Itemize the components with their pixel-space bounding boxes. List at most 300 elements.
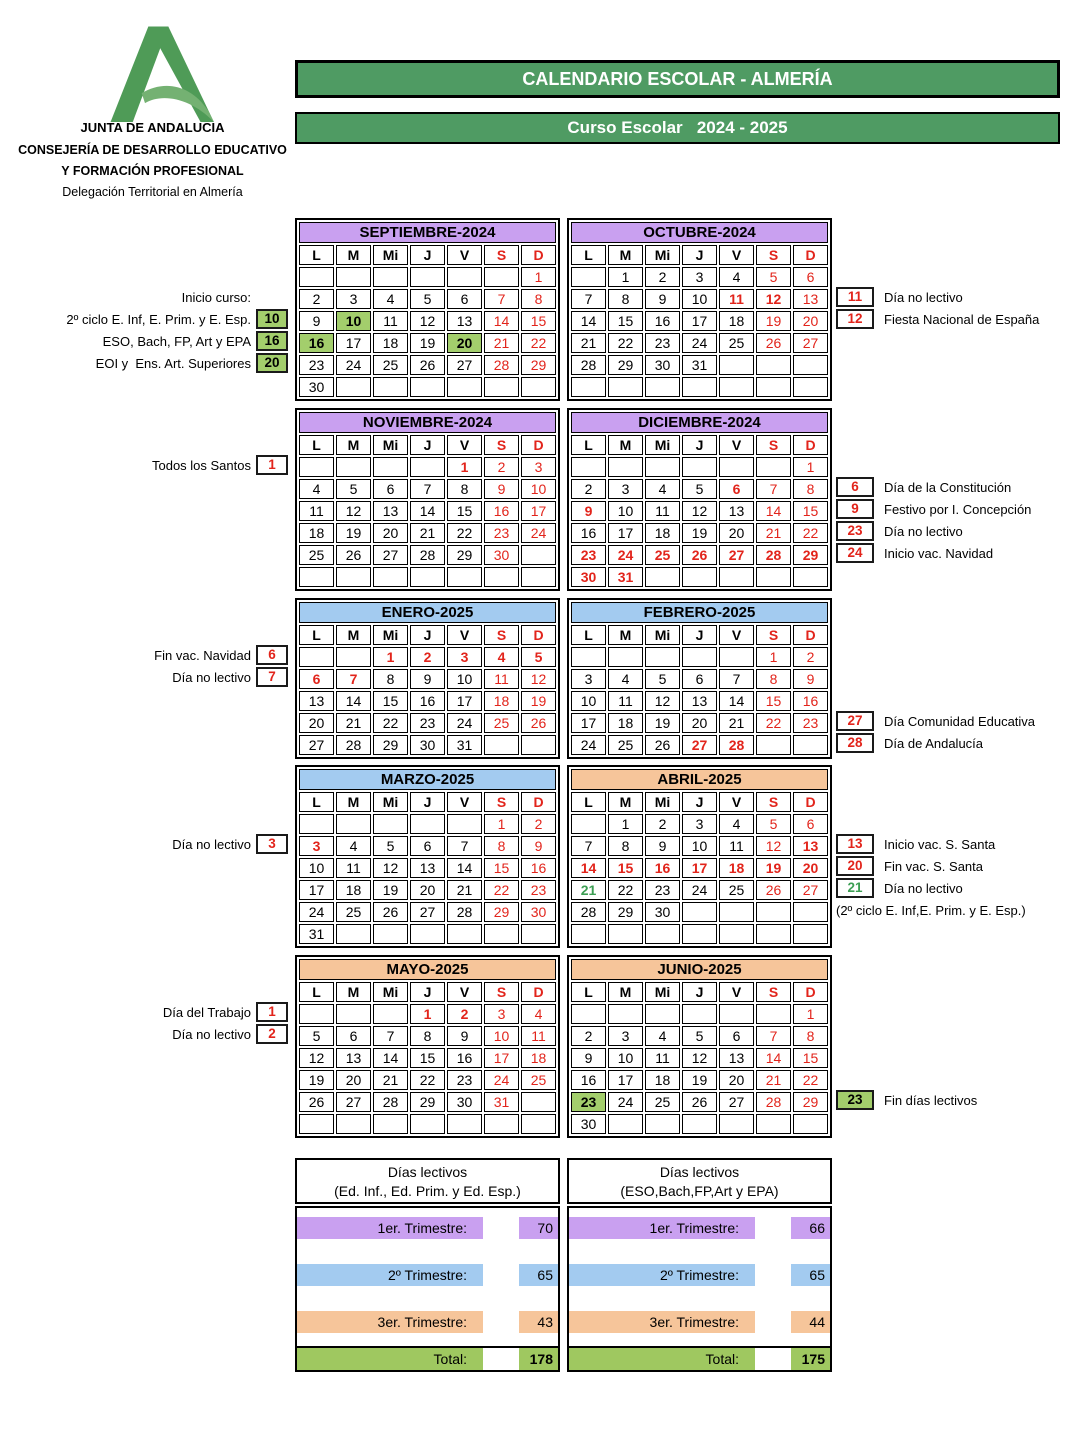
annotation-label: (2º ciclo E. Inf,E. Prim. y E. Esp.) bbox=[836, 902, 1026, 918]
day-cell: 22 bbox=[484, 880, 519, 900]
day-cell: 22 bbox=[608, 880, 643, 900]
day-cell: 14 bbox=[484, 311, 519, 331]
day-cell bbox=[682, 924, 717, 944]
day-cell: 24 bbox=[682, 333, 717, 353]
month-febrero-2025 bbox=[567, 598, 832, 759]
weekday-cell: S bbox=[484, 625, 519, 645]
month-octubre-2024 bbox=[567, 218, 832, 401]
day-cell bbox=[336, 267, 371, 287]
day-cell: 16 bbox=[484, 501, 519, 521]
day-cell: 30 bbox=[447, 1092, 482, 1112]
day-cell: 12 bbox=[756, 289, 791, 309]
day-cell bbox=[373, 457, 408, 477]
summary-header bbox=[295, 1158, 560, 1204]
day-cell bbox=[645, 1004, 680, 1024]
day-cell: 31 bbox=[299, 924, 334, 944]
day-cell: 5 bbox=[756, 267, 791, 287]
day-cell: 25 bbox=[608, 735, 643, 755]
weekday-cell: J bbox=[410, 625, 445, 645]
day-cell: 21 bbox=[756, 1070, 791, 1090]
day-cell: 17 bbox=[447, 691, 482, 711]
day-cell: 2 bbox=[299, 289, 334, 309]
left-annotation bbox=[0, 353, 288, 373]
day-cell: 23 bbox=[645, 880, 680, 900]
day-cell: 4 bbox=[719, 814, 754, 834]
day-cell: 13 bbox=[793, 836, 828, 856]
day-cell: 12 bbox=[682, 501, 717, 521]
day-cell: 17 bbox=[608, 1070, 643, 1090]
summary-row-label: 3er. Trimestre: bbox=[297, 1311, 483, 1333]
weekday-cell: J bbox=[410, 245, 445, 265]
day-cell bbox=[793, 567, 828, 587]
day-cell: 7 bbox=[373, 1026, 408, 1046]
weekday-cell: M bbox=[608, 435, 643, 455]
school-year-subtitle: Curso Escolar 2024 - 2025 bbox=[295, 112, 1060, 144]
annotation-label: Día no lectivo bbox=[884, 880, 963, 896]
day-cell: 16 bbox=[571, 1070, 606, 1090]
weekday-cell: L bbox=[299, 792, 334, 812]
right-annotation bbox=[836, 1090, 977, 1110]
day-cell bbox=[336, 814, 371, 834]
day-cell: 11 bbox=[484, 669, 519, 689]
annotation-label: Día no lectivo bbox=[884, 289, 963, 305]
day-cell bbox=[373, 1004, 408, 1024]
day-cell bbox=[447, 814, 482, 834]
right-annotation bbox=[836, 309, 1039, 329]
weekday-cell: S bbox=[484, 245, 519, 265]
weekday-cell: S bbox=[756, 435, 791, 455]
day-cell bbox=[608, 457, 643, 477]
day-cell: 7 bbox=[756, 1026, 791, 1046]
right-annotation bbox=[836, 521, 963, 541]
day-cell bbox=[756, 902, 791, 922]
day-cell bbox=[682, 567, 717, 587]
day-cell: 27 bbox=[299, 735, 334, 755]
day-cell: 26 bbox=[521, 713, 556, 733]
day-cell: 8 bbox=[521, 289, 556, 309]
day-cell: 18 bbox=[645, 523, 680, 543]
day-cell: 28 bbox=[336, 735, 371, 755]
day-cell: 23 bbox=[521, 880, 556, 900]
day-cell: 21 bbox=[336, 713, 371, 733]
day-cell: 20 bbox=[682, 713, 717, 733]
day-cell: 1 bbox=[608, 814, 643, 834]
day-cell bbox=[336, 567, 371, 587]
day-cell: 10 bbox=[447, 669, 482, 689]
weekday-cell: D bbox=[521, 792, 556, 812]
weekday-cell: V bbox=[447, 245, 482, 265]
summary-title: Días lectivos bbox=[387, 1164, 468, 1180]
day-cell: 30 bbox=[299, 377, 334, 397]
day-cell: 20 bbox=[299, 713, 334, 733]
annotation-day-box: 11 bbox=[836, 287, 874, 307]
day-cell bbox=[571, 647, 606, 667]
day-cell: 13 bbox=[719, 1048, 754, 1068]
left-annotation bbox=[0, 309, 288, 329]
day-cell: 15 bbox=[608, 311, 643, 331]
day-cell: 9 bbox=[447, 1026, 482, 1046]
day-cell: 16 bbox=[447, 1048, 482, 1068]
day-cell bbox=[410, 457, 445, 477]
day-cell: 24 bbox=[608, 1092, 643, 1112]
day-cell bbox=[299, 457, 334, 477]
day-cell: 12 bbox=[756, 836, 791, 856]
day-cell: 3 bbox=[608, 479, 643, 499]
day-cell: 3 bbox=[571, 669, 606, 689]
month-grid bbox=[571, 625, 828, 755]
day-cell bbox=[447, 1114, 482, 1134]
day-cell bbox=[410, 1114, 445, 1134]
day-cell: 30 bbox=[410, 735, 445, 755]
summary-row-value: 43 bbox=[519, 1311, 558, 1333]
weekday-cell: L bbox=[571, 982, 606, 1002]
day-cell: 3 bbox=[682, 267, 717, 287]
day-cell: 30 bbox=[645, 355, 680, 375]
day-cell: 14 bbox=[756, 501, 791, 521]
weekday-cell: L bbox=[571, 625, 606, 645]
day-cell bbox=[719, 567, 754, 587]
day-cell: 19 bbox=[521, 691, 556, 711]
day-cell: 18 bbox=[336, 880, 371, 900]
day-cell bbox=[682, 457, 717, 477]
day-cell: 4 bbox=[645, 479, 680, 499]
day-cell bbox=[793, 735, 828, 755]
month-septiembre-2024 bbox=[295, 218, 560, 401]
day-cell: 10 bbox=[608, 1048, 643, 1068]
day-cell: 3 bbox=[299, 836, 334, 856]
left-annotation bbox=[0, 331, 288, 351]
left-annotation bbox=[0, 1024, 288, 1044]
day-cell: 21 bbox=[410, 523, 445, 543]
day-cell: 17 bbox=[608, 523, 643, 543]
weekday-cell: V bbox=[719, 982, 754, 1002]
day-cell bbox=[719, 377, 754, 397]
day-cell: 15 bbox=[373, 691, 408, 711]
annotation-label: Fin vac. S. Santa bbox=[884, 858, 983, 874]
day-cell: 17 bbox=[299, 880, 334, 900]
day-cell: 27 bbox=[793, 333, 828, 353]
month-title: MAYO-2025 bbox=[299, 959, 556, 980]
summary-total-row bbox=[567, 1346, 832, 1372]
day-cell: 31 bbox=[447, 735, 482, 755]
weekday-cell: Mi bbox=[645, 792, 680, 812]
day-cell bbox=[645, 647, 680, 667]
day-cell: 14 bbox=[336, 691, 371, 711]
day-cell: 13 bbox=[410, 858, 445, 878]
day-cell: 20 bbox=[447, 333, 482, 353]
day-cell: 22 bbox=[793, 523, 828, 543]
day-cell: 19 bbox=[645, 713, 680, 733]
day-cell: 19 bbox=[299, 1070, 334, 1090]
summary-subtitle: (ESO,Bach,FP,Art y EPA) bbox=[620, 1183, 779, 1199]
day-cell bbox=[299, 267, 334, 287]
day-cell bbox=[719, 355, 754, 375]
weekday-cell: Mi bbox=[373, 435, 408, 455]
day-cell: 8 bbox=[447, 479, 482, 499]
annotation-day-box: 1 bbox=[256, 1002, 288, 1022]
annotation-label: Día no lectivo bbox=[172, 836, 251, 852]
day-cell: 4 bbox=[484, 647, 519, 667]
day-cell: 20 bbox=[410, 880, 445, 900]
day-cell: 28 bbox=[484, 355, 519, 375]
weekday-cell: Mi bbox=[373, 982, 408, 1002]
weekday-cell: J bbox=[410, 792, 445, 812]
left-annotation bbox=[0, 287, 288, 307]
day-cell bbox=[299, 814, 334, 834]
month-grid bbox=[299, 792, 556, 944]
day-cell: 29 bbox=[484, 902, 519, 922]
day-cell: 14 bbox=[756, 1048, 791, 1068]
day-cell: 12 bbox=[682, 1048, 717, 1068]
annotation-day-box: 9 bbox=[836, 499, 874, 519]
day-cell: 31 bbox=[608, 567, 643, 587]
day-cell bbox=[336, 1004, 371, 1024]
day-cell bbox=[756, 1114, 791, 1134]
day-cell bbox=[645, 924, 680, 944]
day-cell: 21 bbox=[447, 880, 482, 900]
weekday-cell: J bbox=[682, 625, 717, 645]
weekday-cell: Mi bbox=[373, 625, 408, 645]
day-cell: 5 bbox=[410, 289, 445, 309]
day-cell: 19 bbox=[410, 333, 445, 353]
day-cell: 28 bbox=[719, 735, 754, 755]
right-annotation bbox=[836, 878, 963, 898]
day-cell: 16 bbox=[410, 691, 445, 711]
day-cell: 4 bbox=[521, 1004, 556, 1024]
day-cell bbox=[484, 377, 519, 397]
annotation-label: EOI y Ens. Art. Superiores bbox=[95, 355, 251, 371]
day-cell: 26 bbox=[299, 1092, 334, 1112]
weekday-cell: L bbox=[571, 435, 606, 455]
weekday-cell: S bbox=[756, 982, 791, 1002]
day-cell: 5 bbox=[682, 479, 717, 499]
day-cell: 14 bbox=[571, 858, 606, 878]
day-cell bbox=[756, 377, 791, 397]
day-cell: 8 bbox=[410, 1026, 445, 1046]
day-cell bbox=[299, 1004, 334, 1024]
day-cell bbox=[793, 1114, 828, 1134]
day-cell bbox=[682, 647, 717, 667]
weekday-cell: D bbox=[521, 245, 556, 265]
day-cell bbox=[410, 567, 445, 587]
month-title: FEBRERO-2025 bbox=[571, 602, 828, 623]
day-cell: 28 bbox=[756, 1092, 791, 1112]
annotation-day-box: 27 bbox=[836, 711, 874, 731]
left-annotation bbox=[0, 455, 288, 475]
weekday-cell: L bbox=[299, 625, 334, 645]
day-cell bbox=[521, 545, 556, 565]
summary-row-label: 2º Trimestre: bbox=[297, 1264, 483, 1286]
weekday-cell: D bbox=[793, 982, 828, 1002]
day-cell: 20 bbox=[373, 523, 408, 543]
weekday-cell: M bbox=[608, 792, 643, 812]
annotation-day-box: 12 bbox=[836, 309, 874, 329]
day-cell: 9 bbox=[645, 289, 680, 309]
day-cell: 25 bbox=[645, 545, 680, 565]
day-cell: 16 bbox=[645, 858, 680, 878]
day-cell bbox=[682, 902, 717, 922]
day-cell: 29 bbox=[447, 545, 482, 565]
day-cell: 22 bbox=[756, 713, 791, 733]
day-cell bbox=[608, 647, 643, 667]
day-cell: 11 bbox=[608, 691, 643, 711]
day-cell: 21 bbox=[719, 713, 754, 733]
day-cell: 4 bbox=[608, 669, 643, 689]
day-cell bbox=[645, 457, 680, 477]
day-cell bbox=[410, 924, 445, 944]
weekday-cell: D bbox=[793, 435, 828, 455]
day-cell: 25 bbox=[373, 355, 408, 375]
summary-row-value: 65 bbox=[519, 1264, 558, 1286]
day-cell: 18 bbox=[608, 713, 643, 733]
weekday-cell: J bbox=[682, 982, 717, 1002]
weekday-cell: D bbox=[521, 982, 556, 1002]
day-cell: 29 bbox=[608, 355, 643, 375]
right-annotation bbox=[836, 733, 983, 753]
weekday-cell: D bbox=[793, 625, 828, 645]
day-cell: 28 bbox=[373, 1092, 408, 1112]
summary-row-label: 1er. Trimestre: bbox=[297, 1217, 483, 1239]
annotation-day-box: 6 bbox=[256, 645, 288, 665]
day-cell: 26 bbox=[645, 735, 680, 755]
day-cell bbox=[336, 457, 371, 477]
day-cell bbox=[608, 1004, 643, 1024]
summary-gap bbox=[483, 1217, 519, 1239]
day-cell: 7 bbox=[484, 289, 519, 309]
day-cell bbox=[521, 1114, 556, 1134]
day-cell: 1 bbox=[793, 457, 828, 477]
day-cell: 17 bbox=[484, 1048, 519, 1068]
summary-gap bbox=[755, 1311, 791, 1333]
day-cell: 9 bbox=[484, 479, 519, 499]
day-cell: 30 bbox=[571, 567, 606, 587]
day-cell bbox=[521, 735, 556, 755]
day-cell: 7 bbox=[447, 836, 482, 856]
day-cell: 11 bbox=[719, 836, 754, 856]
day-cell: 6 bbox=[299, 669, 334, 689]
day-cell: 18 bbox=[484, 691, 519, 711]
day-cell: 17 bbox=[571, 713, 606, 733]
day-cell: 5 bbox=[521, 647, 556, 667]
day-cell: 12 bbox=[645, 691, 680, 711]
day-cell: 11 bbox=[336, 858, 371, 878]
org-name: JUNTA DE ANDALUCIA bbox=[80, 120, 225, 135]
summary-gap bbox=[755, 1217, 791, 1239]
month-enero-2025 bbox=[295, 598, 560, 759]
day-cell: 1 bbox=[410, 1004, 445, 1024]
org-department-line2: Y FORMACIÓN PROFESIONAL bbox=[61, 164, 244, 178]
right-annotation bbox=[836, 287, 963, 307]
day-cell bbox=[299, 1114, 334, 1134]
day-cell: 13 bbox=[299, 691, 334, 711]
weekday-cell: V bbox=[719, 792, 754, 812]
day-cell bbox=[484, 1114, 519, 1134]
month-junio-2025 bbox=[567, 955, 832, 1138]
weekday-cell: V bbox=[719, 625, 754, 645]
day-cell bbox=[608, 377, 643, 397]
day-cell bbox=[793, 924, 828, 944]
day-cell: 9 bbox=[571, 1048, 606, 1068]
weekday-cell: V bbox=[719, 245, 754, 265]
month-title: OCTUBRE-2024 bbox=[571, 222, 828, 243]
annotation-day-box: 10 bbox=[256, 309, 288, 329]
summary-row-value: 44 bbox=[791, 1311, 830, 1333]
day-cell: 1 bbox=[521, 267, 556, 287]
annotation-day-box: 2 bbox=[256, 1024, 288, 1044]
summary-gap bbox=[483, 1264, 519, 1286]
weekday-cell: Mi bbox=[373, 792, 408, 812]
day-cell: 21 bbox=[484, 333, 519, 353]
day-cell: 22 bbox=[608, 333, 643, 353]
organization-block bbox=[5, 120, 300, 199]
day-cell: 18 bbox=[373, 333, 408, 353]
day-cell: 7 bbox=[756, 479, 791, 499]
day-cell: 18 bbox=[645, 1070, 680, 1090]
day-cell: 3 bbox=[484, 1004, 519, 1024]
day-cell: 27 bbox=[719, 545, 754, 565]
weekday-cell: D bbox=[521, 625, 556, 645]
day-cell: 3 bbox=[608, 1026, 643, 1046]
day-cell: 15 bbox=[410, 1048, 445, 1068]
day-cell: 8 bbox=[793, 479, 828, 499]
day-cell: 29 bbox=[373, 735, 408, 755]
day-cell bbox=[521, 1092, 556, 1112]
day-cell: 21 bbox=[373, 1070, 408, 1090]
org-department-line1: CONSEJERÍA DE DESARROLLO EDUCATIVO bbox=[18, 143, 287, 157]
annotation-day-box: 7 bbox=[256, 667, 288, 687]
day-cell: 5 bbox=[299, 1026, 334, 1046]
left-annotation bbox=[0, 1002, 288, 1022]
day-cell: 9 bbox=[410, 669, 445, 689]
day-cell: 2 bbox=[484, 457, 519, 477]
right-annotation bbox=[836, 856, 983, 876]
weekday-cell: V bbox=[447, 982, 482, 1002]
day-cell: 1 bbox=[756, 647, 791, 667]
day-cell: 18 bbox=[719, 311, 754, 331]
day-cell: 5 bbox=[645, 669, 680, 689]
weekday-cell: V bbox=[447, 625, 482, 645]
day-cell: 20 bbox=[336, 1070, 371, 1090]
annotation-label: Fin días lectivos bbox=[884, 1092, 978, 1108]
day-cell: 27 bbox=[410, 902, 445, 922]
day-cell bbox=[719, 924, 754, 944]
day-cell: 25 bbox=[299, 545, 334, 565]
day-cell bbox=[571, 814, 606, 834]
day-cell: 22 bbox=[521, 333, 556, 353]
day-cell bbox=[299, 567, 334, 587]
day-cell: 11 bbox=[299, 501, 334, 521]
day-cell: 24 bbox=[682, 880, 717, 900]
day-cell bbox=[447, 924, 482, 944]
day-cell: 26 bbox=[410, 355, 445, 375]
day-cell bbox=[336, 377, 371, 397]
day-cell: 11 bbox=[521, 1026, 556, 1046]
day-cell: 10 bbox=[521, 479, 556, 499]
day-cell: 9 bbox=[571, 501, 606, 521]
weekday-cell: Mi bbox=[645, 982, 680, 1002]
summary-header bbox=[567, 1158, 832, 1204]
day-cell: 9 bbox=[793, 669, 828, 689]
day-cell: 10 bbox=[608, 501, 643, 521]
summary-row-value: 70 bbox=[519, 1217, 558, 1239]
day-cell bbox=[336, 647, 371, 667]
day-cell: 14 bbox=[719, 691, 754, 711]
weekday-cell: M bbox=[336, 792, 371, 812]
day-cell: 23 bbox=[299, 355, 334, 375]
summary-body bbox=[567, 1206, 832, 1348]
day-cell: 24 bbox=[608, 545, 643, 565]
day-cell: 27 bbox=[719, 1092, 754, 1112]
